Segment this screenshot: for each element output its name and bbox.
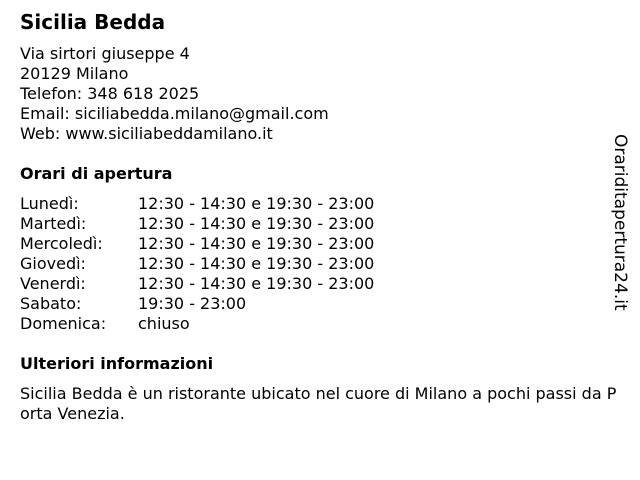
- contact-block: [20, 44, 329, 144]
- hours-row-saturday: [20, 294, 374, 314]
- day-label: Lunedì:: [20, 194, 79, 213]
- day-label: Mercoledì:: [20, 234, 103, 253]
- city-line: 20129 Milano: [20, 64, 129, 83]
- time-value: 12:30 - 14:30 e 19:30 - 23:00: [138, 194, 375, 213]
- time-value: 12:30 - 14:30 e 19:30 - 23:00: [138, 214, 375, 233]
- day-label: Venerdì:: [20, 274, 86, 293]
- day-label: Sabato:: [20, 294, 82, 313]
- side-brand-text: Orariditapertura24.it: [610, 134, 630, 311]
- web-line[interactable]: Web: www.siciliabeddamilano.it: [20, 124, 273, 143]
- opening-hours-title: Orari di apertura: [20, 164, 173, 183]
- time-value: 19:30 - 23:00: [138, 294, 247, 313]
- time-value: 12:30 - 14:30 e 19:30 - 23:00: [138, 254, 375, 273]
- opening-hours-table: [20, 194, 374, 334]
- hours-row-wednesday: [20, 234, 374, 254]
- day-label: Giovedì:: [20, 254, 86, 273]
- time-value: chiuso: [138, 314, 190, 333]
- hours-row-tuesday: [20, 214, 374, 234]
- hours-row-thursday: [20, 254, 374, 274]
- email-line[interactable]: Email: siciliabedda.milano@gmail.com: [20, 104, 329, 123]
- business-description: Sicilia Bedda è un ristorante ubicato nel cuore di Milano a pochi passi da Porta Venezia.: [20, 384, 617, 423]
- day-label: Domenica:: [20, 314, 107, 333]
- business-name: Sicilia Bedda: [20, 10, 166, 34]
- hours-row-sunday: [20, 314, 374, 334]
- hours-row-monday: [20, 194, 374, 214]
- day-label: Martedì:: [20, 214, 87, 233]
- phone-line[interactable]: Telefon: 348 618 2025: [20, 84, 200, 103]
- time-value: 12:30 - 14:30 e 19:30 - 23:00: [138, 234, 375, 253]
- hours-row-friday: [20, 274, 374, 294]
- side-brand-watermark: [606, 134, 634, 310]
- additional-info-title: Ulteriori informazioni: [20, 354, 214, 373]
- time-value: 12:30 - 14:30 e 19:30 - 23:00: [138, 274, 375, 293]
- address-line: Via sirtori giuseppe 4: [20, 44, 190, 63]
